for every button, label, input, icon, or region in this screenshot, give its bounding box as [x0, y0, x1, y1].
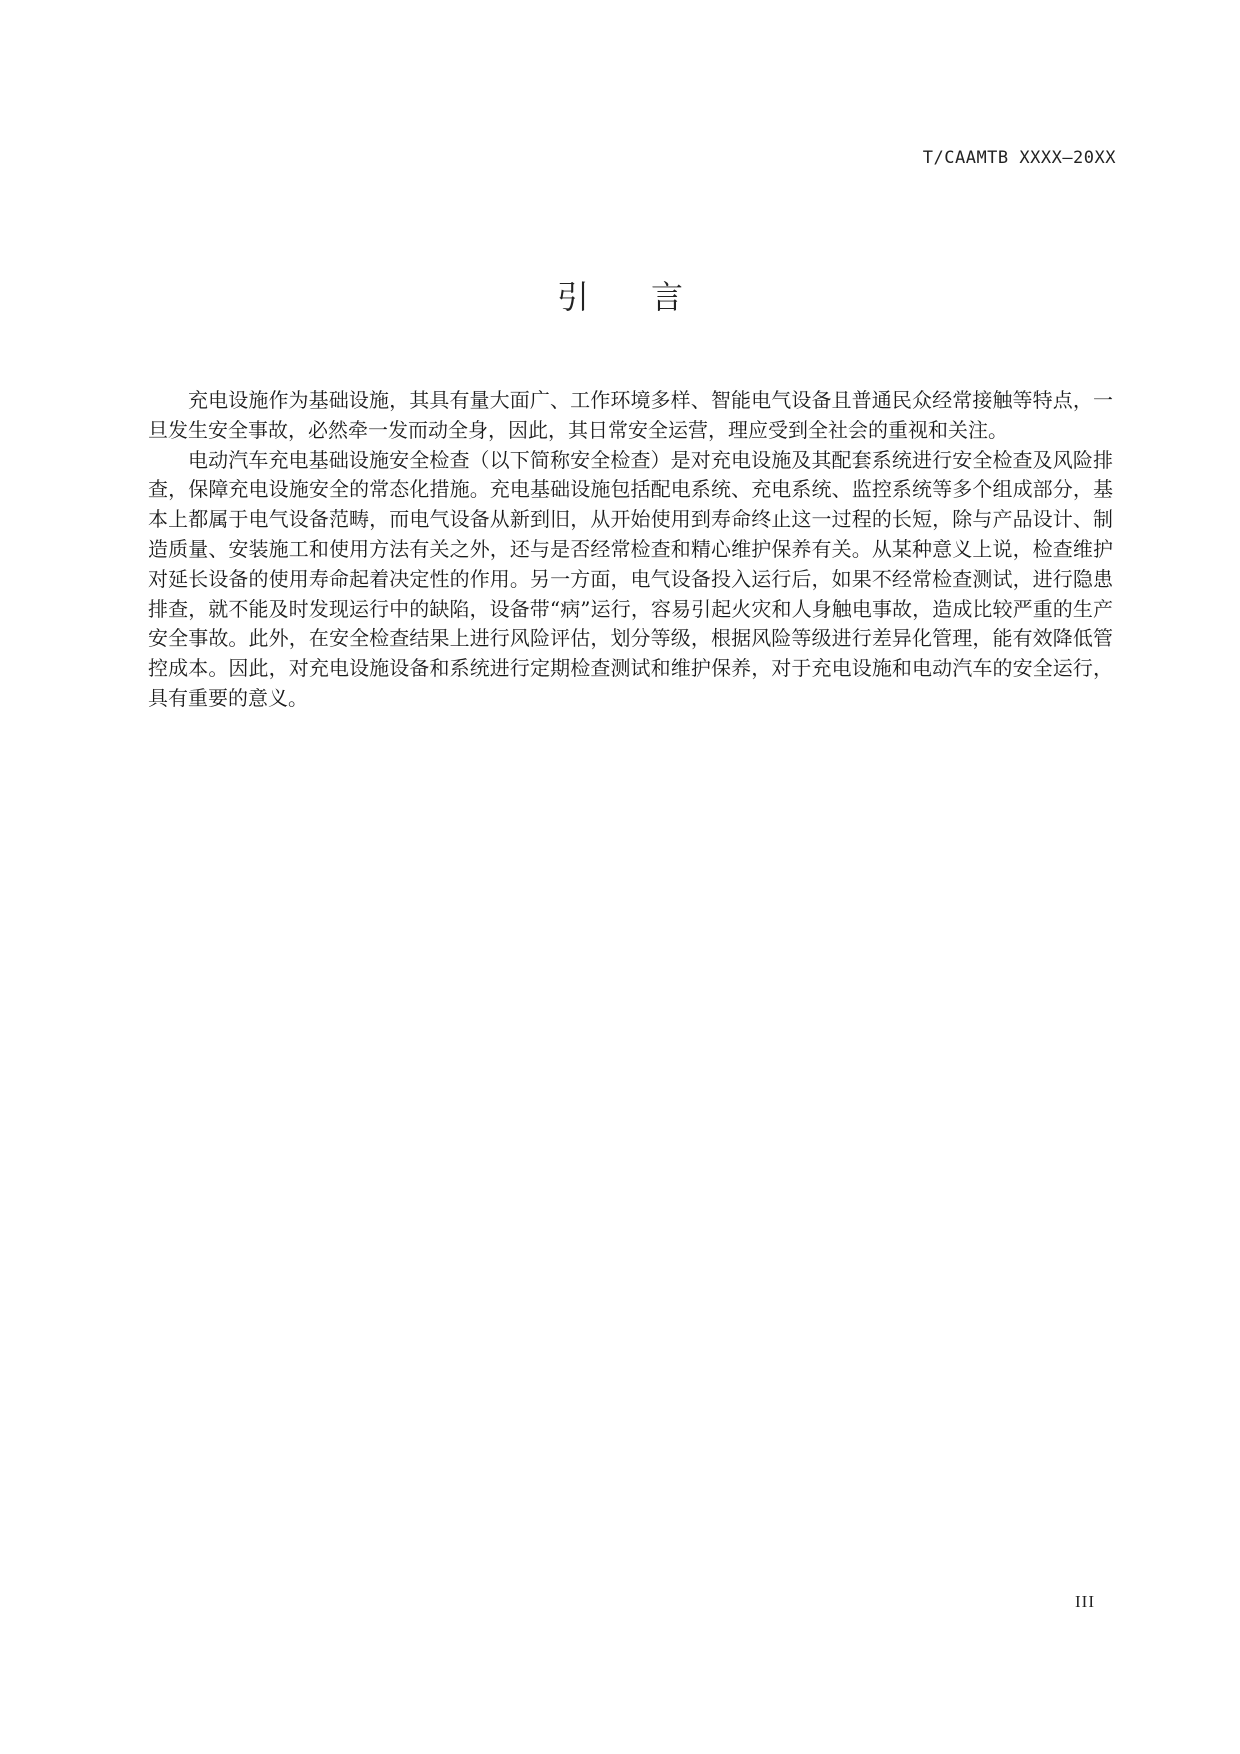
body-text — [148, 386, 1113, 714]
page-number: III — [1075, 1592, 1095, 1611]
page-title: 引言 — [556, 278, 745, 316]
document-code: T/CAAMTB XXXX—20XX — [922, 148, 1116, 168]
paragraph-1: 充电设施作为基础设施，其具有量大面广、工作环境多样、智能电气设备且普通民众经常接触等特点，一旦发生安全事故，必然牵一发而动全身，因此，其日常安全运营，理应受到全社会的重视和关注。 — [148, 388, 1113, 442]
paragraph-2: 电动汽车充电基础设施安全检查（以下简称安全检查）是对充电设施及其配套系统进行安全检查及风险排查，保障充电设施安全的常态化措施。充电基础设施包括配电系统、充电系统、监控系统等多个组成部分，基本上都属于电气设备范畴，而电气设备从新到旧，从开始使用到寿命终止这一过程的长短，除与产品设计、制造质量、安装施工和使用方法有关之外，还与是否经常检查和精心维护保养有关。从某种意义上说，检查维护对延长设备的使用寿命起着决定性的作用。另一方面，电气设备投入运行后，如果不经常检查测试，进行隐患排查，就不能及时发现运行中的缺陷，设备带“病”运行，容易引起火灾和人身触电事故，造成比较严重的生产安全事故。此外，在安全检查结果上进行风险评估，划分等级，根据风险等级进行差异化管理，能有效降低管控成本。因此，对充电设施设备和系统进行定期检查测试和维护保养，对于充电设施和电动汽车的安全运行，具有重要的意义。 — [148, 447, 1113, 710]
